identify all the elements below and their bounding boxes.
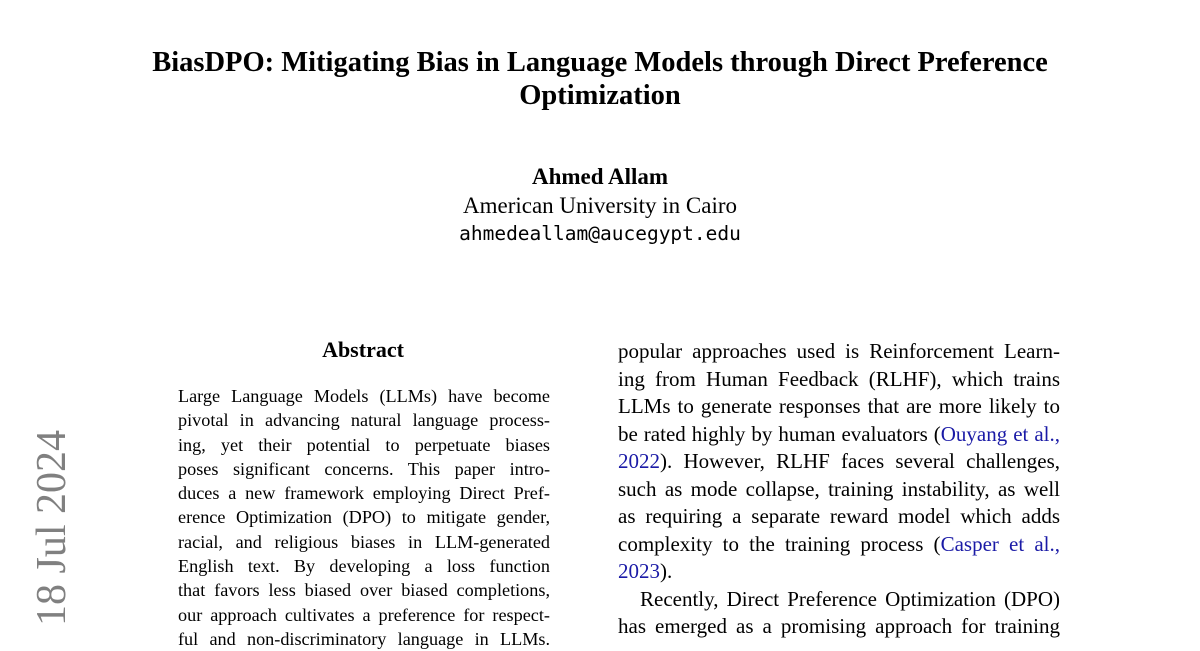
intro-line: Recently, Direct Preference Optimization (DPO) xyxy=(640,586,1060,611)
citation-link-ouyang-year[interactable]: 2022 xyxy=(618,449,660,473)
abstract-heading: Abstract xyxy=(322,337,404,362)
intro-line xyxy=(618,531,1060,559)
intro-text: complexity to the training process ( xyxy=(618,531,941,556)
intro-line: such as mode collapse, training instability, as well xyxy=(618,476,1060,501)
introduction-body xyxy=(618,338,1060,641)
intro-line: popular approaches used is Reinforcement Learn- xyxy=(618,339,1060,363)
abstract-line: duces a new framework employing Direct Pref- xyxy=(178,483,550,504)
intro-line xyxy=(618,558,1060,586)
author-name: Ahmed Allam xyxy=(531,164,669,189)
abstract-line: racial, and religious biases in LLM-generated xyxy=(178,531,550,552)
paper-title-line-1: BiasDPO: Mitigating Bias in Language Models through Direct Preference xyxy=(152,47,1048,78)
intro-line: as requiring a separate reward model which adds xyxy=(618,504,1060,528)
author-email: ahmedeallam@aucegypt.edu xyxy=(459,222,741,245)
abstract-line: ing, yet their potential to perpetuate biases xyxy=(178,434,550,455)
abstract-line: poses significant concerns. This paper intro- xyxy=(178,458,550,479)
intro-text: ). xyxy=(660,559,673,583)
intro-text: be rated highly by human evaluators ( xyxy=(618,421,941,446)
abstract-line: our approach cultivates a preference for respect- xyxy=(178,604,550,625)
intro-text: ). However, RLHF faces several challenges, xyxy=(660,449,1060,473)
paper-title-line-2: Optimization xyxy=(519,80,681,111)
abstract-line: pivotal in advancing natural language process- xyxy=(178,410,550,431)
citation-link-ouyang[interactable]: Ouyang et al., xyxy=(940,421,1061,446)
abstract-line: that favors less biased over biased completions, xyxy=(178,580,550,601)
abstract-line: ful and non-discriminatory language in LLMs. xyxy=(178,628,550,649)
intro-line: LLMs to generate responses that are more likely to xyxy=(618,394,1060,418)
citation-link-casper-year[interactable]: 2023 xyxy=(618,559,660,583)
arxiv-date-stamp: 18 Jul 2024 xyxy=(29,429,75,627)
abstract-line: English text. By developing a loss function xyxy=(178,556,550,577)
abstract-line: Large Language Models (LLMs) have become xyxy=(178,386,550,406)
intro-line xyxy=(618,448,1060,476)
abstract-line: erence Optimization (DPO) to mitigate gender, xyxy=(178,507,550,528)
intro-line: ing from Human Feedback (RLHF), which trains xyxy=(618,366,1060,391)
abstract-body xyxy=(178,384,550,651)
paper-title xyxy=(100,46,1100,112)
intro-line xyxy=(618,421,1060,449)
citation-link-casper[interactable]: Casper et al., xyxy=(940,531,1061,556)
author-affiliation: American University in Cairo xyxy=(462,193,737,218)
intro-line: has emerged as a promising approach for training xyxy=(618,614,1060,638)
author-block xyxy=(300,162,900,248)
